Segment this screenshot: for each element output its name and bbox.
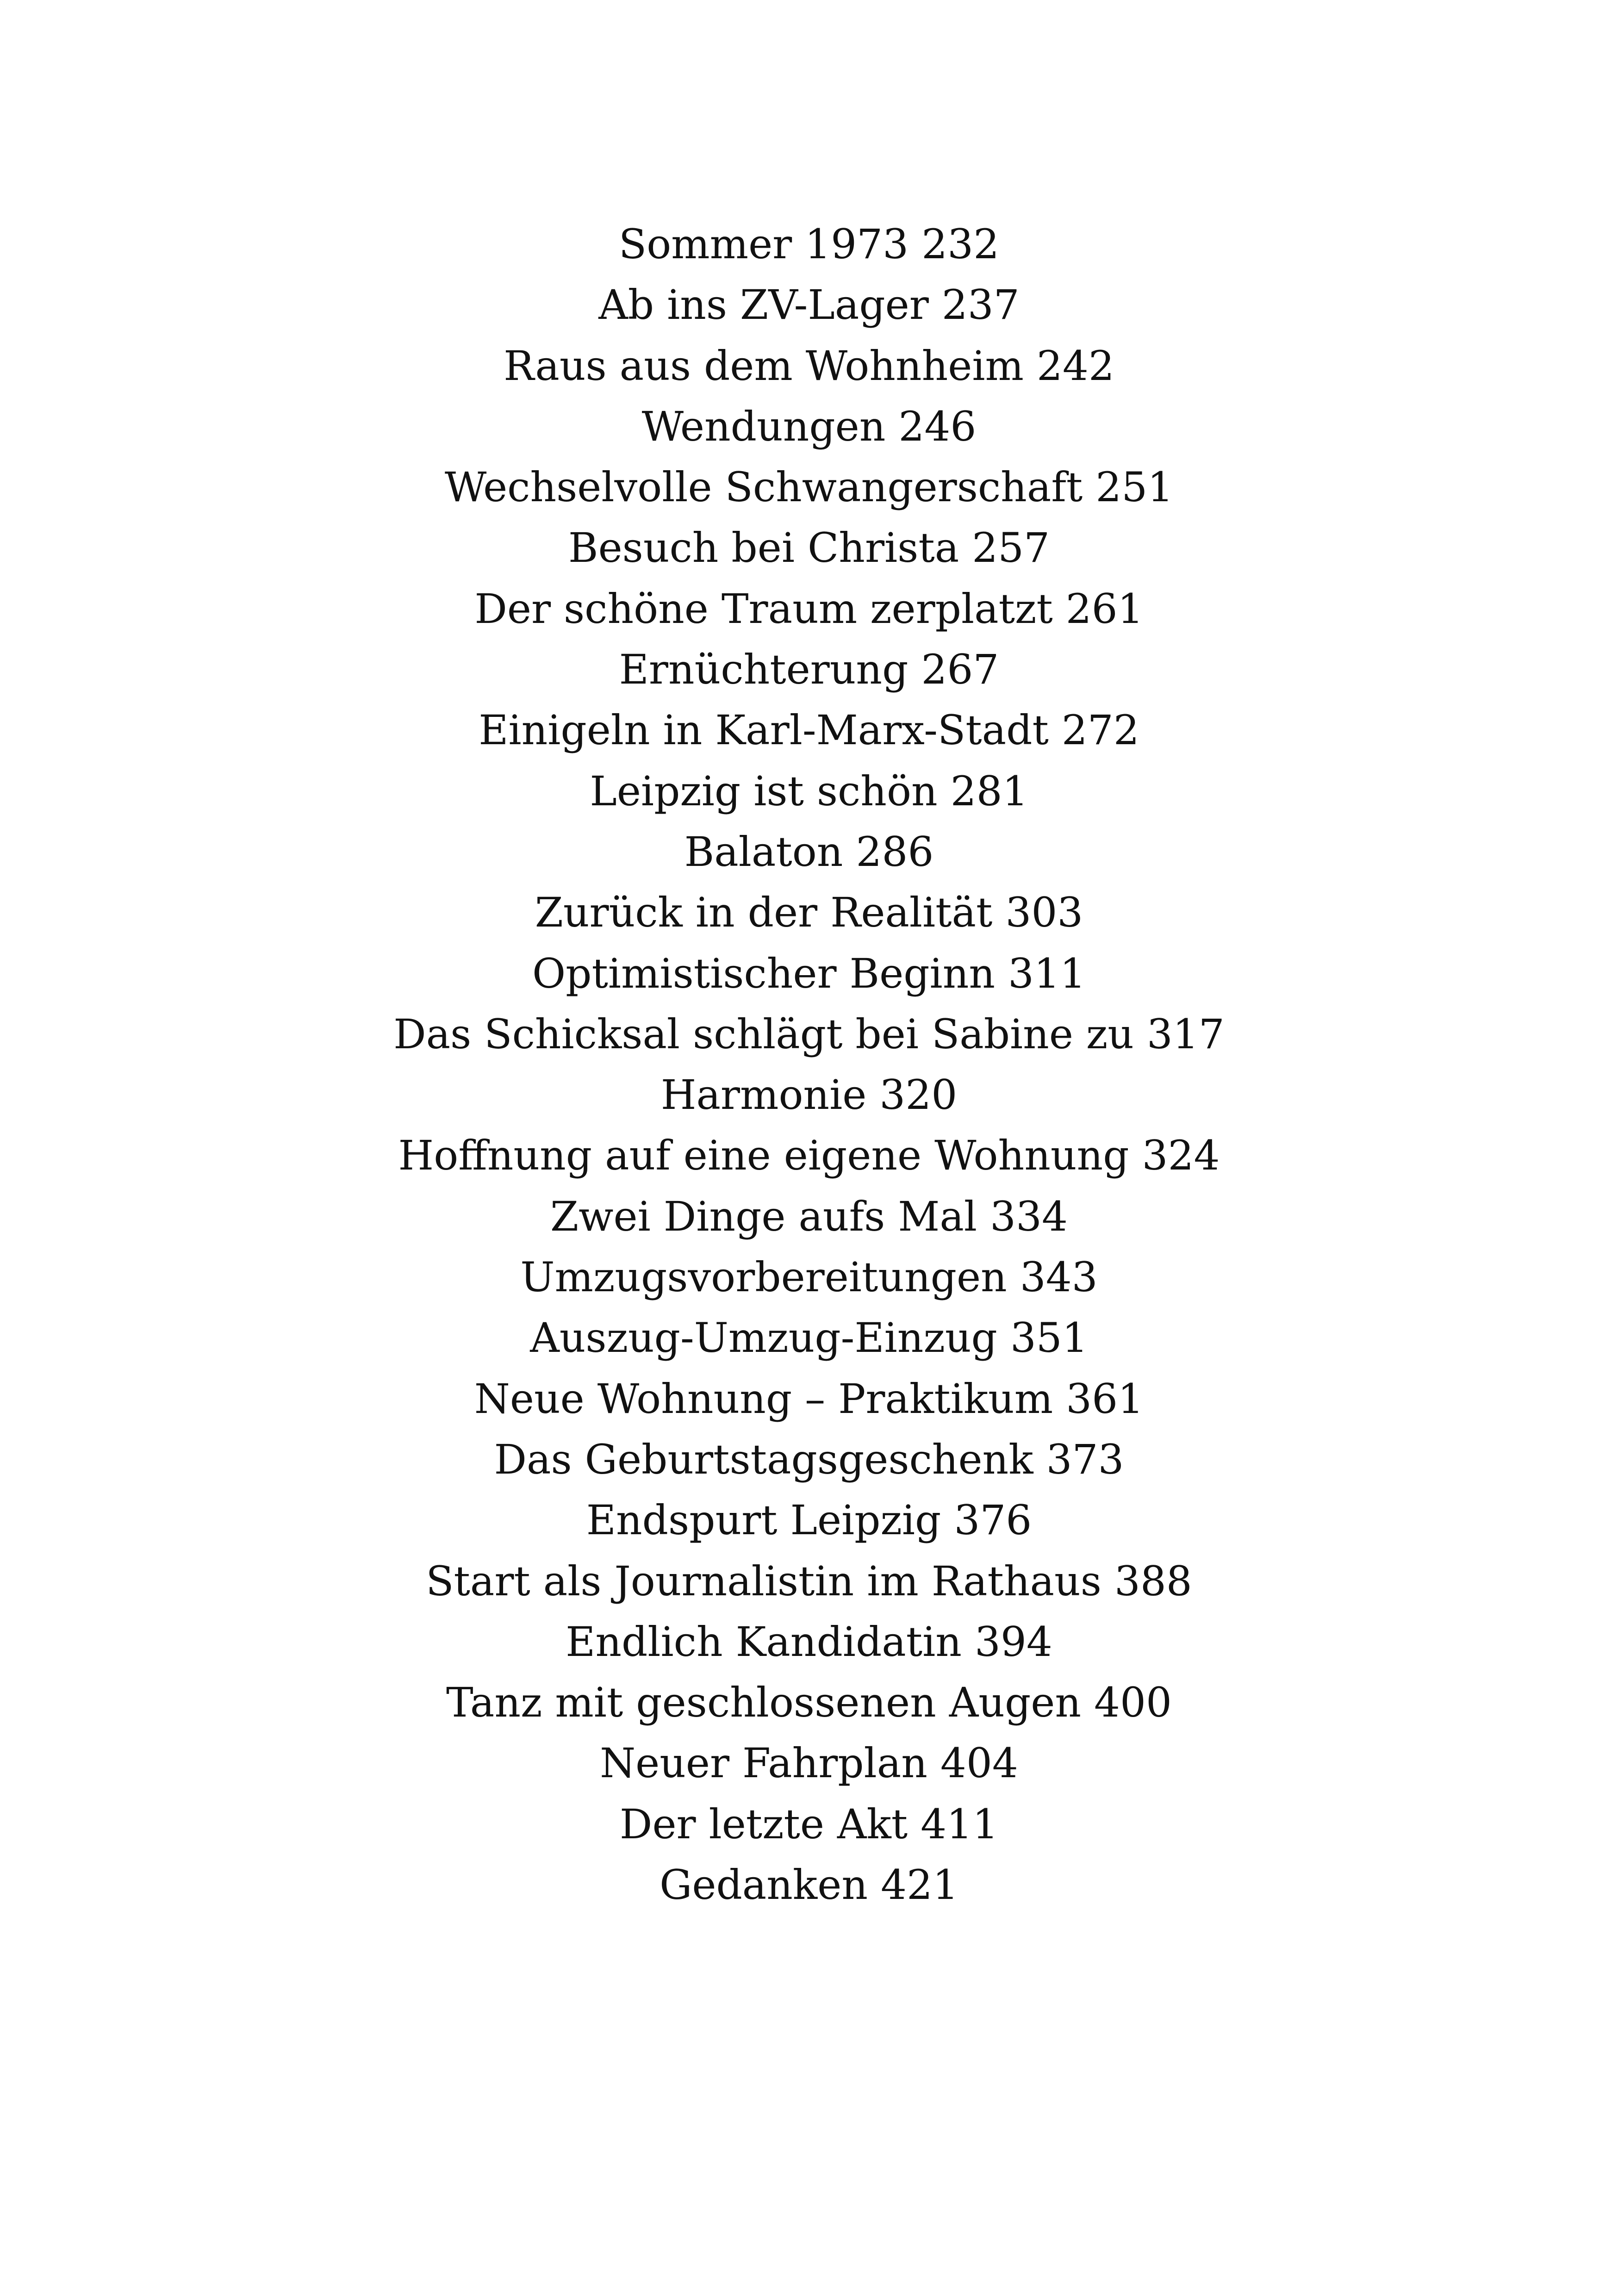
toc-entry: Gedanken 421 xyxy=(660,1861,958,1909)
toc-entry: Sommer 1973 232 xyxy=(618,220,1000,268)
toc-entry: Start als Journalistin im Rathaus 388 xyxy=(426,1557,1192,1605)
table-of-contents xyxy=(0,214,1618,1915)
toc-entry: Endspurt Leipzig 376 xyxy=(586,1496,1032,1544)
toc-entry: Endlich Kandidatin 394 xyxy=(566,1618,1052,1666)
toc-entry: Das Geburtstagsgeschenk 373 xyxy=(494,1435,1124,1483)
toc-entry: Wechselvolle Schwangerschaft 251 xyxy=(444,463,1174,511)
toc-entry: Umzugsvorbereitungen 343 xyxy=(520,1253,1098,1301)
toc-entry: Hoffnung auf eine eigene Wohnung 324 xyxy=(398,1132,1220,1180)
toc-entry: Tanz mit geschlossenen Augen 400 xyxy=(446,1679,1172,1727)
toc-entry: Optimistischer Beginn 311 xyxy=(532,949,1086,997)
toc-entry: Ernüchterung 267 xyxy=(619,646,999,694)
toc-entry: Balaton 286 xyxy=(684,828,934,876)
toc-entry: Besuch bei Christa 257 xyxy=(568,524,1050,572)
toc-entry: Das Schicksal schlägt bei Sabine zu 317 xyxy=(393,1010,1225,1058)
toc-entry: Neue Wohnung – Praktikum 361 xyxy=(474,1375,1144,1423)
toc-entry: Neuer Fahrplan 404 xyxy=(600,1739,1018,1787)
toc-entry: Der letzte Akt 411 xyxy=(619,1800,999,1848)
toc-entry: Zurück in der Realität 303 xyxy=(535,889,1083,937)
toc-entry: Wendungen 246 xyxy=(641,402,977,450)
toc-entry: Raus aus dem Wohnheim 242 xyxy=(504,342,1114,390)
toc-entry: Harmonie 320 xyxy=(660,1071,958,1119)
toc-entry: Leipzig ist schön 281 xyxy=(590,767,1028,815)
toc-entry: Auszug-Umzug-Einzug 351 xyxy=(530,1314,1088,1362)
toc-entry: Ab ins ZV-Lager 237 xyxy=(598,281,1020,329)
toc-entry: Der schöne Traum zerplatzt 261 xyxy=(474,585,1144,633)
toc-entry: Einigeln in Karl-Marx-Stadt 272 xyxy=(479,706,1139,754)
toc-entry: Zwei Dinge aufs Mal 334 xyxy=(550,1192,1068,1240)
